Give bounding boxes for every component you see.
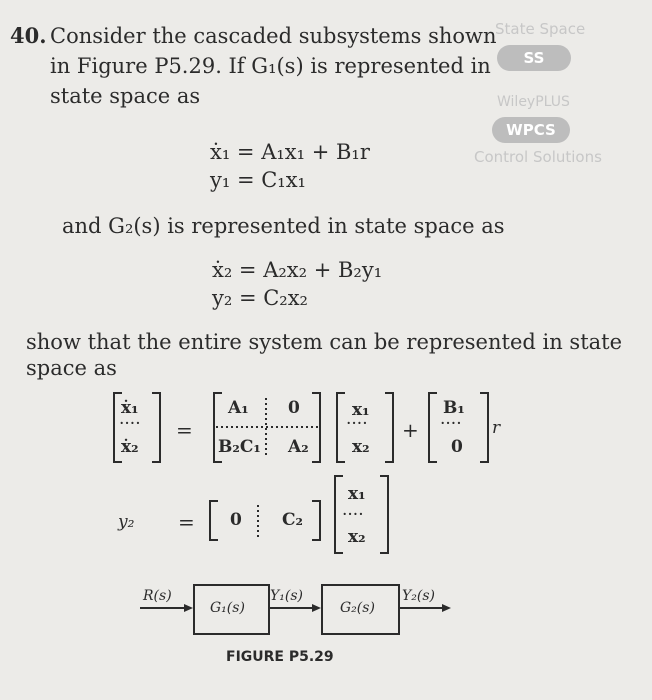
g2-label: G₂(s): [340, 600, 375, 616]
x2-entry-2: x₂: [348, 527, 366, 547]
b2-entry: 0: [451, 437, 463, 457]
r-input: r: [492, 418, 501, 438]
problem-number: 40.: [10, 23, 47, 48]
show-text-line1: show that the entire system can be represented in state: [26, 330, 623, 354]
y1-label: Y₁(s): [270, 588, 303, 604]
figure-caption: FIGURE P5.29: [226, 649, 334, 665]
problem-text-line3: state space as: [50, 84, 201, 108]
problem-text-line2: in Figure P5.29. If G₁(s) is represented in: [50, 54, 491, 78]
dots-xdot: ····: [119, 414, 141, 434]
b1-entry: B₁: [443, 398, 465, 418]
state-space-label[interactable]: State Space: [495, 20, 586, 38]
xdot1: ẋ₁: [121, 398, 139, 418]
c2-entry: C₂: [282, 510, 303, 530]
y2-output: y₂: [118, 512, 135, 532]
x2-entry: x₂: [352, 437, 370, 457]
wpcs-badge[interactable]: WPCS: [492, 117, 570, 143]
mid-text: and G₂(s) is represented in state space as: [62, 214, 505, 238]
c1-entry: 0: [230, 510, 242, 530]
x1-entry-2: x₁: [348, 484, 366, 504]
ss-badge[interactable]: SS: [497, 45, 571, 71]
dots-x-2: ····: [342, 505, 364, 525]
a22-entry: A₂: [288, 437, 309, 457]
output-label: Y₂(s): [402, 588, 435, 604]
g1-label: G₁(s): [210, 600, 245, 616]
dots-b: ····: [440, 414, 462, 434]
a21-entry: B₂C₁: [218, 437, 261, 457]
show-text-line2: space as: [26, 356, 117, 380]
a12-entry: 0: [288, 398, 300, 418]
xdot2: ẋ₂: [121, 437, 139, 457]
input-label: R(s): [143, 588, 172, 604]
equation-state-1: ẋ₁ = A₁x₁ + B₁r: [210, 140, 370, 164]
equals-sign-2: =: [178, 510, 195, 534]
dots-x: ····: [346, 414, 368, 434]
plus-sign: +: [402, 418, 419, 442]
equation-output-2: y₂ = C₂x₂: [212, 286, 308, 310]
equation-state-2: ẋ₂ = A₂x₂ + B₂y₁: [212, 258, 383, 282]
equals-sign-1: =: [176, 418, 193, 442]
problem-text-line1: Consider the cascaded subsystems shown: [50, 24, 497, 48]
wileyplus-label[interactable]: WileyPLUS: [497, 94, 570, 110]
a11-entry: A₁: [228, 398, 249, 418]
x1-entry: x₁: [352, 400, 370, 420]
control-solutions-label[interactable]: Control Solutions: [474, 148, 602, 166]
equation-output-1: y₁ = C₁x₁: [210, 168, 306, 192]
